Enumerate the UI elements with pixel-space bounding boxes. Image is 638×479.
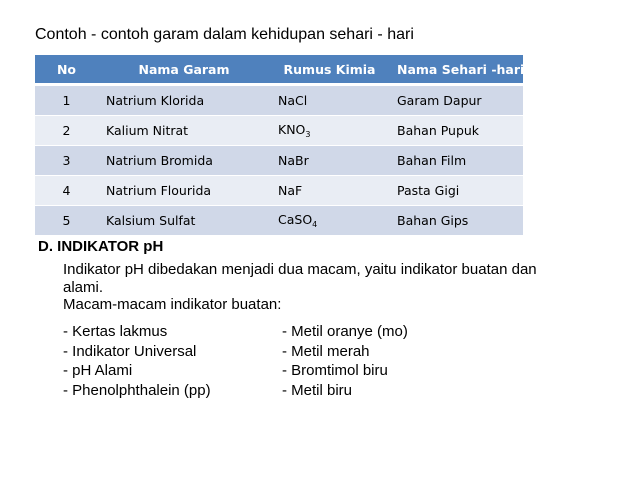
table-row (35, 175, 523, 205)
cell-nama-sehari: Bahan Film (389, 145, 523, 175)
indicator-list-right (282, 322, 408, 400)
formula-base: NaF (278, 183, 303, 198)
cell-rumus-kimia (270, 175, 389, 205)
cell-nama-sehari: Pasta Gigi (389, 175, 523, 205)
list-item: - pH Alami (63, 362, 133, 379)
indicator-list-left (63, 322, 211, 400)
cell-nama-garam: Natrium Flourida (98, 175, 270, 205)
formula-base: NaBr (278, 153, 309, 168)
paragraph-line: alami. (63, 279, 104, 296)
formula-base: KNO (278, 122, 306, 137)
cell-nama-sehari: Bahan Pupuk (389, 115, 523, 145)
cell-rumus-kimia (270, 145, 389, 175)
section-heading: D. INDIKATOR pH (38, 238, 164, 255)
cell-no: 3 (35, 145, 98, 175)
salt-table (35, 55, 523, 235)
formula-base: NaCl (278, 93, 308, 108)
list-item: - Bromtimol biru (282, 362, 388, 379)
cell-nama-garam: Natrium Klorida (98, 85, 270, 115)
header-nama-garam: Nama Garam (98, 55, 270, 85)
list-item: - Indikator Universal (63, 342, 197, 360)
cell-nama-garam: Kalsium Sulfat (98, 205, 270, 235)
header-no: No (35, 55, 98, 85)
list-item: - Metil oranye (mo) (282, 323, 408, 340)
cell-no: 5 (35, 205, 98, 235)
table-row (35, 205, 523, 235)
list-item: - Metil merah (282, 342, 370, 360)
formula-subscript: 4 (312, 220, 318, 229)
list-item: - Kertas lakmus (63, 323, 168, 340)
list-item: - Phenolphthalein (pp) (63, 381, 211, 399)
table-row (35, 145, 523, 175)
table-row (35, 115, 523, 145)
formula-subscript: 3 (305, 130, 311, 139)
list-item: - Metil biru (282, 381, 353, 399)
table-header-row (35, 55, 523, 85)
cell-rumus-kimia (270, 85, 389, 115)
page-title: Contoh - contoh garam dalam kehidupan sehari - hari (35, 26, 414, 43)
cell-nama-sehari: Garam Dapur (389, 85, 523, 115)
cell-nama-garam: Kalium Nitrat (98, 115, 270, 145)
header-nama-sehari: Nama Sehari -hari (389, 55, 523, 85)
paragraph-line: Indikator pH dibedakan menjadi dua macam, yaitu indikator buatan dan (63, 261, 537, 278)
cell-nama-sehari: Bahan Gips (389, 205, 523, 235)
cell-no: 1 (35, 85, 98, 115)
cell-nama-garam: Natrium Bromida (98, 145, 270, 175)
table-row (35, 85, 523, 115)
cell-no: 4 (35, 175, 98, 205)
cell-no: 2 (35, 115, 98, 145)
cell-rumus-kimia (270, 205, 389, 235)
paragraph-line: Macam-macam indikator buatan: (63, 296, 282, 313)
formula-base: CaSO (278, 212, 313, 227)
table-body (35, 85, 523, 235)
header-rumus-kimia: Rumus Kimia (270, 55, 389, 85)
cell-rumus-kimia (270, 115, 389, 145)
